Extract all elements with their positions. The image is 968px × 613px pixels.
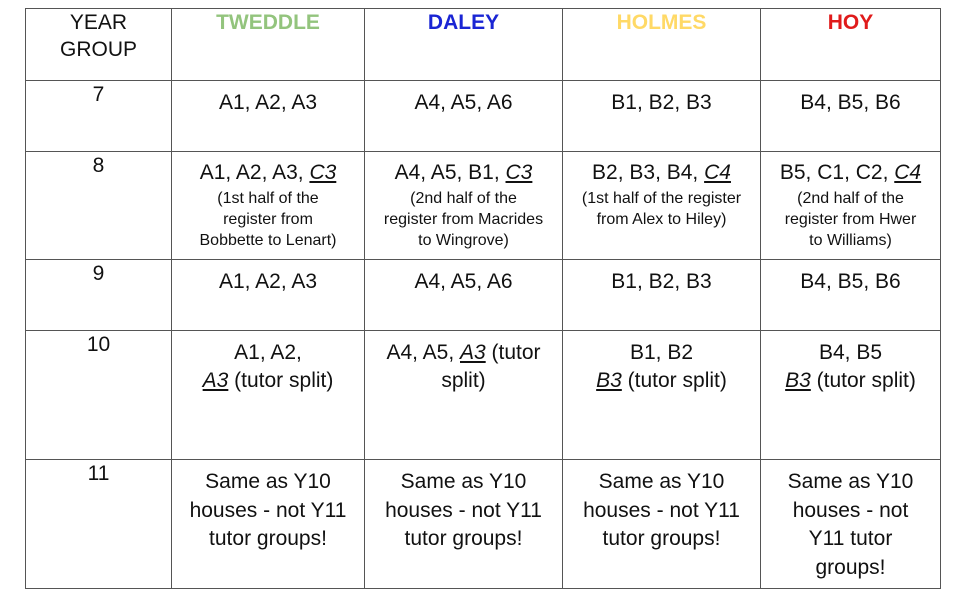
note-line: Bobbette to Lenart)	[199, 232, 337, 249]
groups-line1	[367, 331, 560, 367]
groups-text: A4, A5, B1,	[394, 161, 506, 184]
year-cell-11: 11	[26, 460, 172, 589]
groups-y9-hoy: B4, B5, B6	[800, 270, 901, 293]
text-line: tutor groups!	[209, 527, 327, 550]
year-cell-8: 8	[26, 152, 172, 260]
house-name-hoy: HOY	[827, 11, 874, 34]
table-row	[26, 331, 941, 460]
cell-y9-tweddle	[172, 260, 365, 331]
text-line: Y11 tutor	[808, 527, 893, 550]
tutor-split-text: (tutor split)	[621, 369, 727, 392]
groups-y8-tweddle	[174, 152, 362, 188]
cell-y7-holmes	[563, 81, 761, 152]
table-row	[26, 460, 941, 589]
cell-y7-tweddle	[172, 81, 365, 152]
header-row	[26, 9, 941, 81]
groups-y9-holmes: B1, B2, B3	[611, 270, 712, 293]
text-line: houses - not	[792, 498, 909, 522]
split-group-code: C3	[505, 161, 533, 184]
groups-y9-tweddle: A1, A2, A3	[218, 270, 318, 293]
note-line: (2nd half of the	[410, 190, 517, 207]
house-header-holmes	[563, 9, 761, 81]
table-row	[26, 81, 941, 152]
cell-y8-holmes	[563, 152, 761, 260]
groups-line1: B4, B5	[818, 341, 883, 364]
groups-y7-tweddle: A1, A2, A3	[218, 91, 318, 114]
cell-y8-hoy	[761, 152, 941, 260]
year-group-header-line2: GROUP	[59, 38, 137, 61]
groups-text: A1, A2, A3,	[199, 161, 310, 184]
table-row	[26, 260, 941, 331]
cell-y11-holmes	[563, 460, 761, 589]
groups-text: B2, B3, B4,	[592, 161, 705, 184]
groups-y8-daley	[367, 152, 560, 188]
house-allocation-table	[25, 8, 941, 589]
text-line: groups!	[815, 555, 886, 579]
cell-y10-holmes	[563, 331, 761, 460]
house-name-holmes: HOLMES	[616, 11, 707, 34]
cell-y10-daley	[365, 331, 563, 460]
year-group-header	[26, 9, 172, 81]
groups-line2	[174, 367, 362, 395]
tutor-split-text: (tutor	[485, 341, 541, 364]
note-line: register from Macrides	[383, 211, 544, 228]
year-cell-7: 7	[26, 81, 172, 152]
house-header-daley	[365, 9, 563, 81]
cell-y8-daley	[365, 152, 563, 260]
year-group-header-line1: YEAR	[69, 11, 128, 34]
split-group-code: B3	[785, 369, 811, 392]
note-line: from Alex to Hiley)	[596, 211, 727, 228]
note-line: (2nd half of the	[797, 190, 904, 207]
cell-y11-tweddle	[172, 460, 365, 589]
split-group-code: A3	[202, 369, 229, 392]
cell-y10-hoy	[761, 331, 941, 460]
note-line: (1st half of the	[217, 190, 319, 207]
groups-line2	[565, 367, 758, 395]
year-cell-9: 9	[26, 260, 172, 331]
cell-y7-daley	[365, 81, 563, 152]
groups-line2: split)	[441, 369, 486, 392]
groups-line2	[763, 367, 938, 395]
cell-y9-hoy	[761, 260, 941, 331]
groups-y7-holmes: B1, B2, B3	[611, 91, 712, 114]
text-line: houses - not Y11	[385, 498, 542, 522]
groups-y7-daley: A4, A5, A6	[414, 91, 513, 114]
cell-y10-tweddle	[172, 331, 365, 460]
tutor-split-text: (tutor split)	[228, 369, 334, 392]
note-line: register from Hwer	[784, 211, 917, 228]
groups-text: B5, C1, C2,	[779, 161, 895, 184]
groups-y7-hoy: B4, B5, B6	[800, 91, 901, 114]
groups-text: A4, A5,	[386, 341, 460, 364]
tutor-split-text: (tutor split)	[810, 369, 916, 392]
cell-y11-daley	[365, 460, 563, 589]
text-line: houses - not Y11	[583, 498, 740, 522]
split-group-code: B3	[596, 369, 622, 392]
split-group-code: C3	[309, 161, 337, 184]
house-header-hoy	[761, 9, 941, 81]
cell-y7-hoy	[761, 81, 941, 152]
note-line: (1st half of the register	[581, 190, 742, 207]
groups-y8-hoy	[763, 152, 938, 188]
text-line: Same as Y10	[205, 470, 331, 493]
groups-y9-daley: A4, A5, A6	[414, 270, 513, 293]
cell-y9-daley	[365, 260, 563, 331]
text-line: Same as Y10	[598, 470, 725, 493]
text-line: tutor groups!	[404, 527, 523, 550]
note-line: register from	[223, 211, 313, 228]
text-line: Same as Y10	[787, 470, 914, 493]
text-line: tutor groups!	[602, 527, 721, 550]
house-name-daley: DALEY	[427, 11, 500, 34]
text-line: houses - not Y11	[189, 498, 347, 522]
cell-y8-tweddle	[172, 152, 365, 260]
split-group-code: A3	[460, 341, 486, 364]
groups-line1: A1, A2,	[234, 341, 302, 364]
cell-y9-holmes	[563, 260, 761, 331]
groups-line1: B1, B2	[629, 341, 694, 364]
cell-y11-hoy	[761, 460, 941, 589]
note-line: to Williams)	[809, 232, 892, 249]
note-line: to Wingrove)	[418, 232, 509, 249]
table-row	[26, 152, 941, 260]
groups-y8-holmes	[565, 152, 758, 188]
house-header-tweddle	[172, 9, 365, 81]
text-line: Same as Y10	[400, 470, 527, 493]
split-group-code: C4	[894, 161, 922, 184]
split-group-code: C4	[704, 161, 731, 184]
house-name-tweddle: TWEDDLE	[216, 11, 320, 34]
year-cell-10: 10	[26, 331, 172, 460]
